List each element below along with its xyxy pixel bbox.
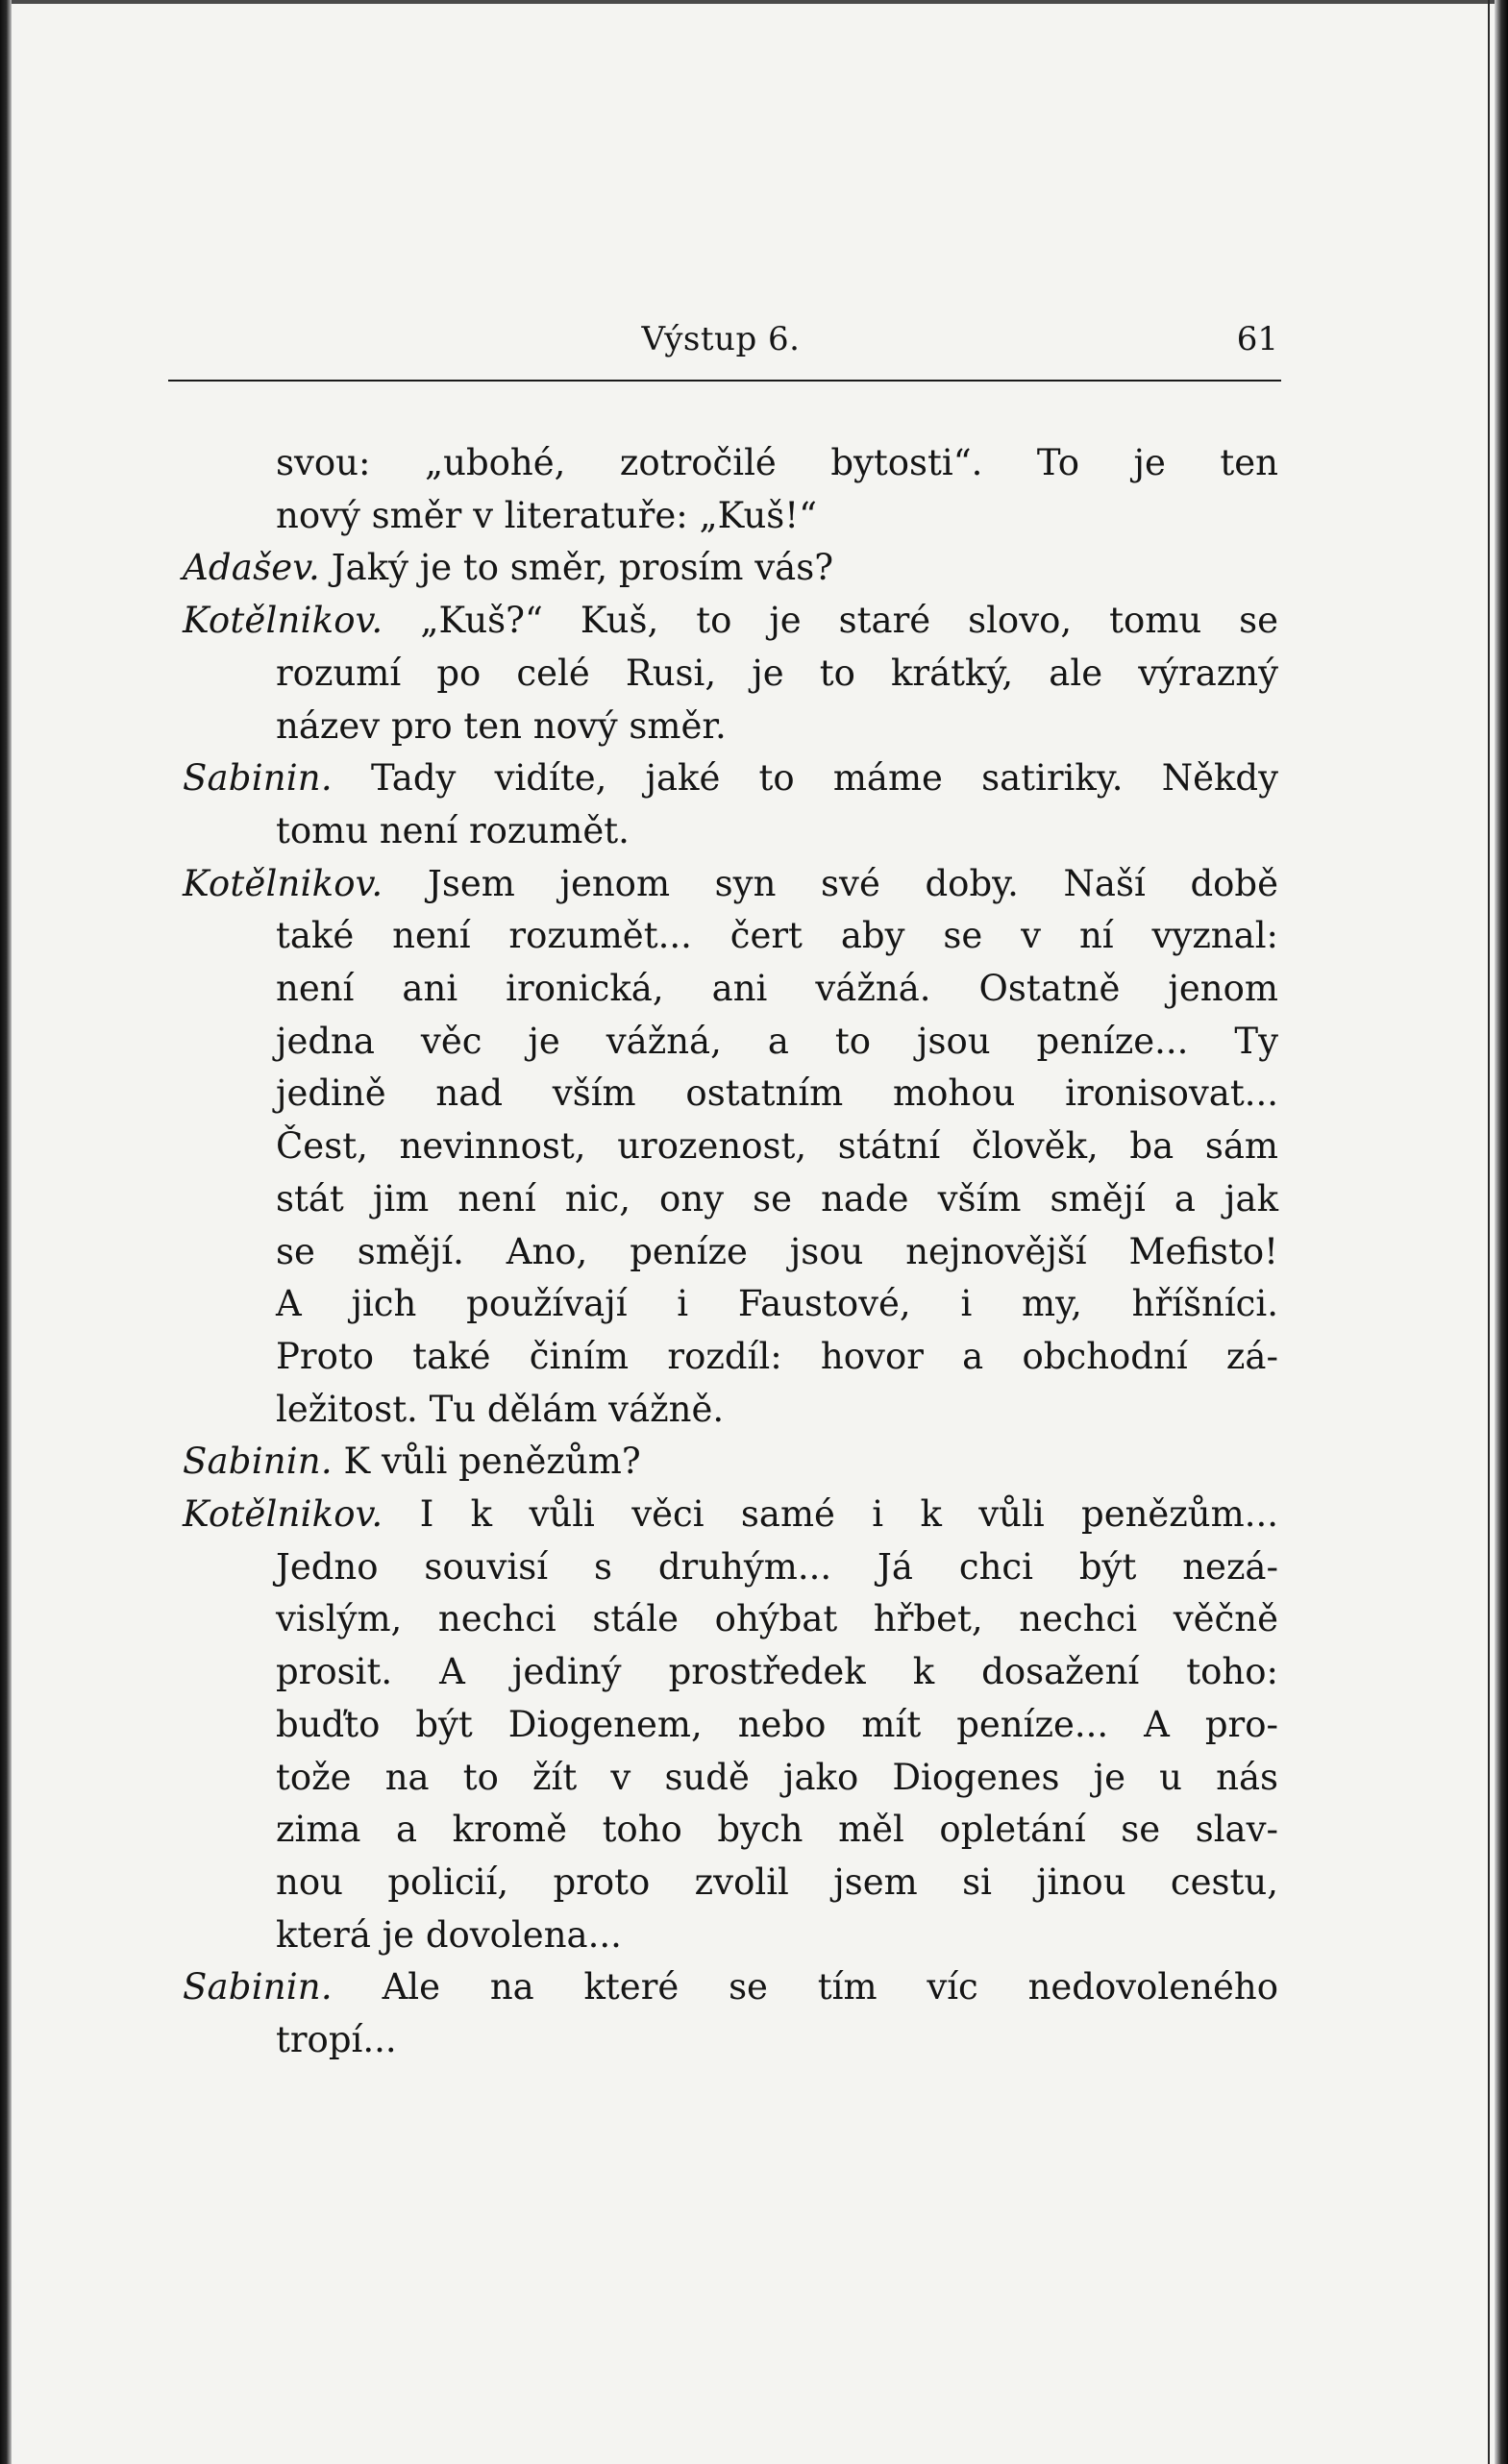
text-line — [183, 1068, 1278, 1121]
line-text: není ani ironická, ani vážná. Ostatně jenom — [276, 968, 1278, 1010]
text-line — [183, 1541, 1278, 1594]
dialogue-text — [183, 437, 1278, 2067]
text-line — [183, 648, 1278, 701]
line-text: prosit. A jediný prostředek k dosažení toho: — [276, 1651, 1278, 1693]
page-number: 61 — [1236, 320, 1278, 358]
text-line — [183, 1593, 1278, 1646]
page-edge-top — [12, 0, 1495, 4]
line-text: A jich používají i Faustové, i my, hříšníci. — [276, 1283, 1278, 1325]
page-edge-left — [0, 0, 12, 2464]
text-line — [183, 1384, 1278, 1437]
text-line — [183, 437, 1278, 490]
line-text: ležitost. Tu dělám vážně. — [276, 1388, 725, 1430]
line-text: rozumí po celé Rusi, je to krátký, ale výrazný — [276, 652, 1278, 694]
speaker-name: Kotělnikov. — [183, 862, 383, 904]
line-text: Čest, nevinnost, urozenost, státní člověk, ba sám — [276, 1125, 1278, 1168]
text-line — [183, 1436, 1278, 1489]
line-text: tože na to žít v sudě jako Diogenes je u nás — [276, 1756, 1278, 1798]
speaker-name: Adašev. — [183, 547, 321, 589]
text-line — [183, 1910, 1278, 1962]
line-text: Ale na které se tím víc nedovoleného — [382, 1966, 1278, 2008]
text-line — [183, 2014, 1278, 2067]
line-text: zima a kromě toho bych měl opletání se slav- — [276, 1809, 1278, 1851]
text-line — [183, 1699, 1278, 1752]
scan-line — [1488, 0, 1490, 2464]
text-line — [183, 542, 1278, 595]
line-text: svou: „ubohé, zotročilé bytosti“. To je ten — [276, 442, 1278, 483]
speaker-name: Kotělnikov. — [183, 1493, 383, 1536]
text-line — [183, 595, 1278, 648]
speaker-name: Kotělnikov. — [183, 600, 383, 642]
line-text: která je dovolena... — [276, 1913, 622, 1956]
line-text: Jaký je to směr, prosím vás? — [331, 547, 834, 589]
text-line — [183, 1278, 1278, 1331]
line-text: Tady vidíte, jaké to máme satiriky. Někdy — [370, 757, 1279, 800]
text-line — [183, 858, 1278, 911]
line-text: buďto být Diogenem, nebo mít peníze... A pro- — [276, 1703, 1278, 1745]
line-text: K vůli penězům? — [343, 1441, 641, 1483]
page-header — [163, 312, 1278, 380]
line-text: nový směr v literatuře: „Kuš!“ — [276, 494, 818, 536]
line-text: se smějí. Ano, peníze jsou nejnovější Mefisto! — [276, 1230, 1278, 1272]
line-text: Jedno souvisí s druhým... Já chci být nezá- — [276, 1545, 1278, 1588]
text-line — [183, 1016, 1278, 1069]
text-line — [183, 1489, 1278, 1541]
text-line — [183, 1121, 1278, 1173]
text-line — [183, 1857, 1278, 1910]
text-line — [183, 490, 1278, 543]
line-text: I k vůli věci samé i k vůli penězům... — [419, 1493, 1279, 1536]
text-line — [183, 963, 1278, 1016]
page-edge-right — [1495, 0, 1508, 2464]
text-line — [183, 1173, 1278, 1226]
text-line — [183, 1226, 1278, 1279]
line-text: také není rozumět... čert aby se v ní vyznal: — [276, 915, 1278, 957]
line-text: jedna věc je vážná, a to jsou peníze... Ty — [276, 1020, 1278, 1062]
line-text: stát jim není nic, ony se nade vším smějí a jak — [276, 1177, 1278, 1220]
line-text: název pro ten nový směr. — [276, 704, 727, 747]
line-text: „Kuš?“ Kuš, to je staré slovo, tomu se — [420, 600, 1279, 642]
line-text: Jsem jenom syn své doby. Naší době — [428, 862, 1278, 904]
text-line — [183, 910, 1278, 963]
line-text: jedině nad vším ostatním mohou ironisovat... — [276, 1072, 1278, 1115]
header-rule — [168, 380, 1281, 382]
line-text: Proto také činím rozdíl: hovor a obchodní zá- — [276, 1335, 1278, 1377]
text-line — [183, 1331, 1278, 1384]
speaker-name: Sabinin. — [183, 757, 333, 800]
speaker-name: Sabinin. — [183, 1966, 333, 2008]
text-line — [183, 805, 1278, 858]
text-line — [183, 752, 1278, 805]
line-text: tomu není rozumět. — [276, 809, 630, 851]
text-line — [183, 1646, 1278, 1699]
text-line — [183, 1752, 1278, 1805]
running-head: Výstup 6. — [641, 320, 801, 358]
line-text: tropí... — [276, 2019, 397, 2061]
text-line — [183, 701, 1278, 753]
text-line — [183, 1804, 1278, 1857]
line-text: nou policií, proto zvolil jsem si jinou cestu, — [276, 1860, 1278, 1903]
text-line — [183, 1961, 1278, 2014]
line-text: vislým, nechci stále ohýbat hřbet, nechci věčně — [276, 1598, 1278, 1640]
speaker-name: Sabinin. — [183, 1441, 333, 1483]
